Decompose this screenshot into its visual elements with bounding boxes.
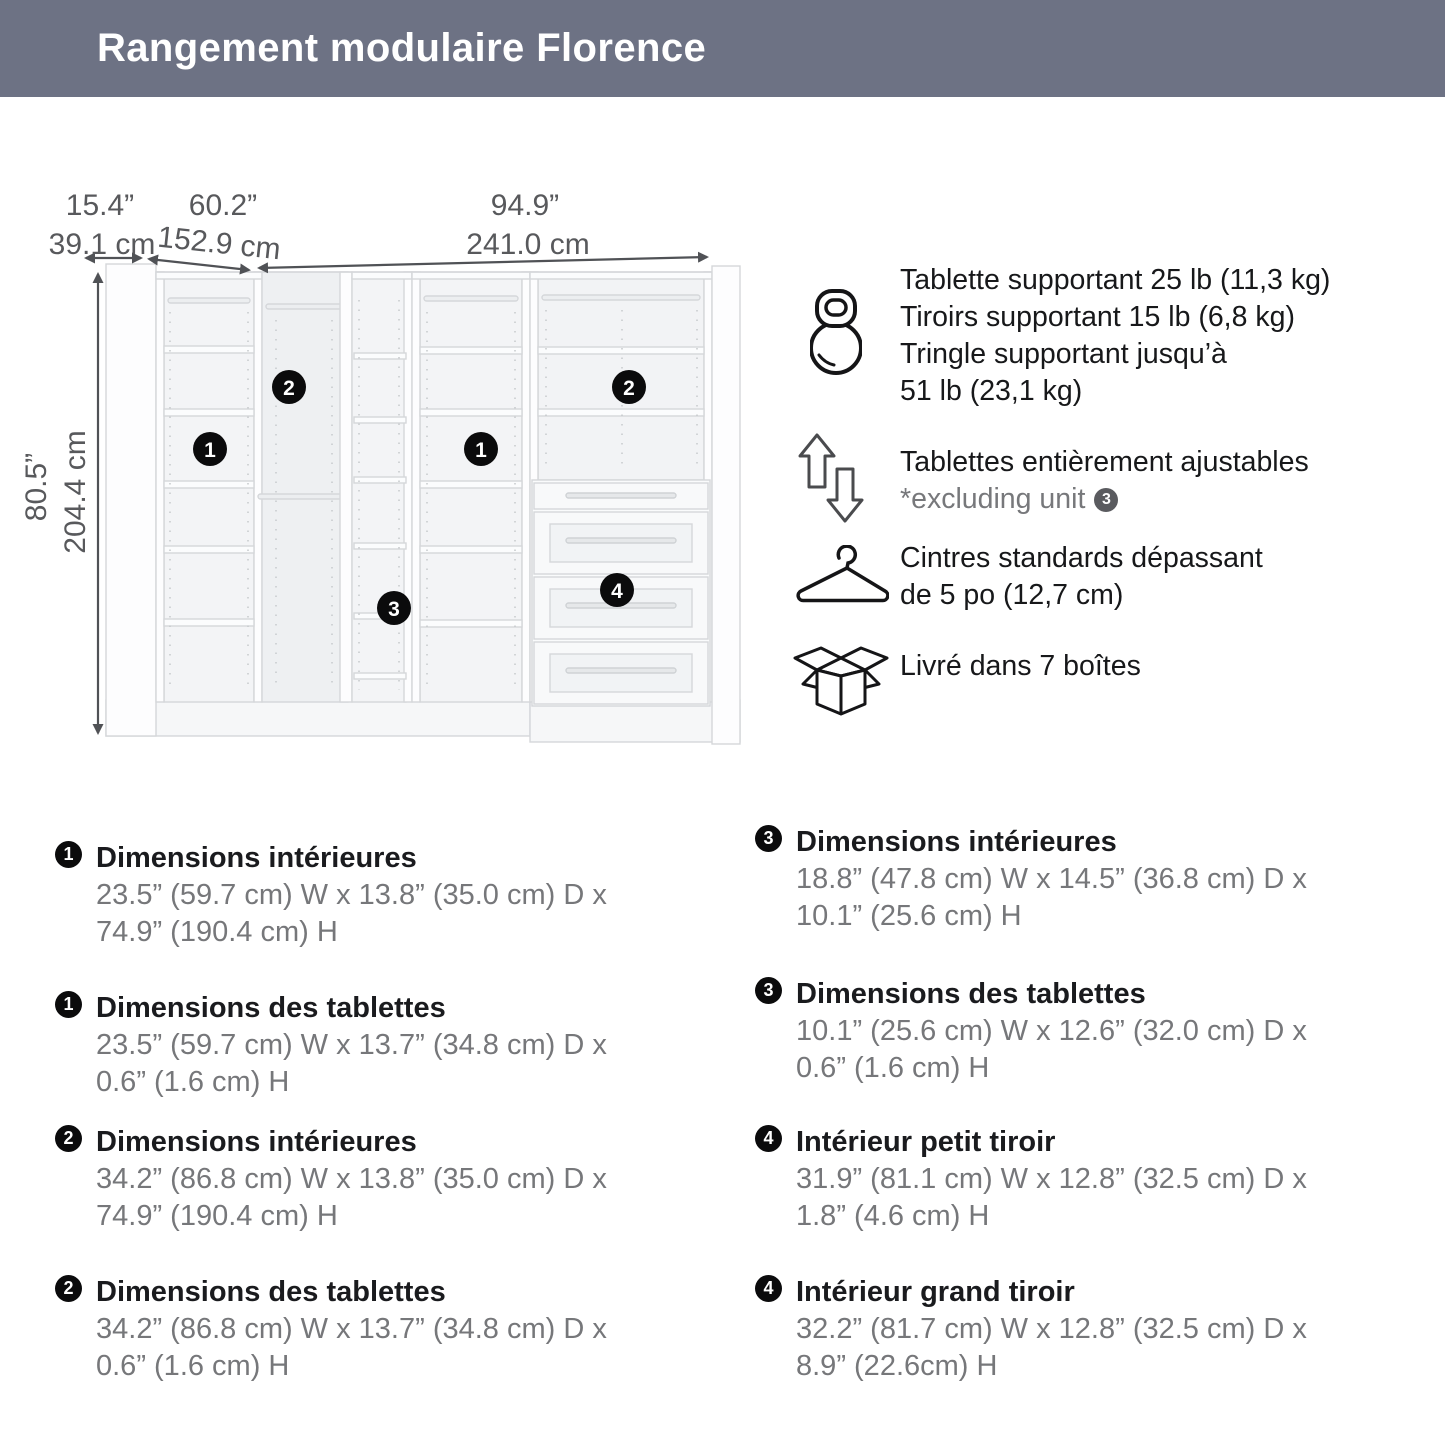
note-text: *excluding unit xyxy=(900,483,1086,515)
spec-line: 18.8” (47.8 cm) W x 14.5” (36.8 cm) D x xyxy=(796,863,1307,895)
adjustable-arrows-icon xyxy=(798,432,864,529)
drawer-handle xyxy=(566,538,676,543)
shelf-column-b xyxy=(352,272,412,702)
height-label-in: 80.5” xyxy=(20,452,53,522)
spec-item xyxy=(55,840,607,951)
spec-item xyxy=(755,976,1307,1087)
spec-item xyxy=(755,824,1307,935)
hanging-rod xyxy=(266,304,344,309)
spec-line: 74.9” (190.4 cm) H xyxy=(96,916,338,948)
excluding-note xyxy=(900,481,1309,518)
note-unit-badge: 3 xyxy=(1094,488,1118,512)
width-label-left-in: 15.4” xyxy=(65,189,135,222)
unit-badge: 3 xyxy=(388,598,400,621)
spec-badge: 1 xyxy=(55,991,82,1018)
spec-line: 0.6” (1.6 cm) H xyxy=(796,1052,990,1084)
feature-line: Cintres standards dépassant xyxy=(900,542,1263,574)
hanger-icon xyxy=(795,545,889,614)
unit-badge: 4 xyxy=(611,580,623,603)
unit-badge: 2 xyxy=(283,377,295,400)
boxes-text xyxy=(900,648,1141,685)
spec-badge: 4 xyxy=(755,1275,782,1302)
spec-badge: 4 xyxy=(755,1125,782,1152)
shelf-column-c xyxy=(412,272,530,702)
hanging-rod xyxy=(424,296,518,301)
width-label-left-cm: 39.1 cm xyxy=(48,228,156,261)
spec-line: 34.2” (86.8 cm) W x 13.8” (35.0 cm) D x xyxy=(96,1163,607,1195)
feature-line: Tringle supportant jusqu’à xyxy=(900,338,1227,370)
spec-badge: 2 xyxy=(55,1125,82,1152)
spec-title: Dimensions intérieures xyxy=(96,1126,417,1158)
hanging-rod xyxy=(168,298,250,303)
page-title: Rangement modulaire Florence xyxy=(97,26,707,70)
drawer-handle xyxy=(566,493,676,498)
feature-line: Livré dans 7 boîtes xyxy=(900,650,1141,682)
spec-title: Dimensions des tablettes xyxy=(96,1276,446,1308)
spec-item xyxy=(755,1124,1307,1235)
feature-line: 51 lb (23,1 kg) xyxy=(900,375,1083,407)
width-label-right-cm: 241.0 cm xyxy=(466,228,590,261)
width-label-corner-in: 60.2” xyxy=(188,189,258,222)
hanging-rod-mid xyxy=(258,494,346,499)
spec-line: 32.2” (81.7 cm) W x 12.8” (32.5 cm) D x xyxy=(796,1313,1307,1345)
shipping-box-icon xyxy=(793,628,889,725)
base-left xyxy=(106,700,530,736)
left-side-panel xyxy=(106,264,156,736)
spec-badge: 3 xyxy=(755,825,782,852)
width-label-corner-cm: 152.9 cm xyxy=(155,220,283,267)
adjustable-shelves-text xyxy=(900,444,1309,518)
unit-badge: 2 xyxy=(623,377,635,400)
spec-title: Dimensions intérieures xyxy=(96,842,417,874)
weight-capacity-text xyxy=(900,262,1330,410)
feature-line: Tiroirs supportant 15 lb (6,8 kg) xyxy=(900,301,1295,333)
hanging-rod xyxy=(542,295,700,300)
width-label-right-in: 94.9” xyxy=(490,189,560,222)
spec-line: 74.9” (190.4 cm) H xyxy=(96,1200,338,1232)
shelf-column-a xyxy=(156,272,262,702)
feature-line: de 5 po (12,7 cm) xyxy=(900,579,1124,611)
spec-title: Dimensions des tablettes xyxy=(796,978,1146,1010)
spec-badge: 3 xyxy=(755,977,782,1004)
spec-title: Intérieur petit tiroir xyxy=(796,1126,1056,1158)
feature-line: Tablette supportant 25 lb (11,3 kg) xyxy=(900,264,1331,296)
spec-line: 1.8” (4.6 cm) H xyxy=(796,1200,990,1232)
spec-item xyxy=(755,1274,1307,1385)
spec-title: Dimensions des tablettes xyxy=(96,992,446,1024)
spec-title: Intérieur grand tiroir xyxy=(796,1276,1075,1308)
spec-badge: 2 xyxy=(55,1275,82,1302)
spec-line: 23.5” (59.7 cm) W x 13.8” (35.0 cm) D x xyxy=(96,879,607,911)
height-label-cm: 204.4 cm xyxy=(59,430,92,554)
spec-line: 23.5” (59.7 cm) W x 13.7” (34.8 cm) D x xyxy=(96,1029,607,1061)
feature-line: Tablettes entièrement ajustables xyxy=(900,446,1309,478)
spec-item xyxy=(55,1124,607,1235)
corner-hanging-bay xyxy=(258,272,352,702)
spec-line: 31.9” (81.1 cm) W x 12.8” (32.5 cm) D x xyxy=(796,1163,1307,1195)
right-side-panel xyxy=(712,266,740,744)
spec-line: 8.9” (22.6cm) H xyxy=(796,1350,998,1382)
drawer-handle xyxy=(566,668,676,673)
hangers-text xyxy=(900,540,1263,614)
spec-line: 34.2” (86.8 cm) W x 13.7” (34.8 cm) D x xyxy=(96,1313,607,1345)
spec-title: Dimensions intérieures xyxy=(796,826,1117,858)
unit-badge: 1 xyxy=(475,439,487,462)
unit-badge: 1 xyxy=(204,439,216,462)
spec-badge: 1 xyxy=(55,841,82,868)
spec-item xyxy=(55,1274,607,1385)
spec-line: 10.1” (25.6 cm) W x 12.6” (32.0 cm) D x xyxy=(796,1015,1307,1047)
kettlebell-icon xyxy=(810,288,862,383)
spec-line: 0.6” (1.6 cm) H xyxy=(96,1066,290,1098)
closet-drawing xyxy=(106,264,740,744)
spec-line: 10.1” (25.6 cm) H xyxy=(796,900,1022,932)
spec-line: 0.6” (1.6 cm) H xyxy=(96,1350,290,1382)
spec-item xyxy=(55,990,607,1101)
